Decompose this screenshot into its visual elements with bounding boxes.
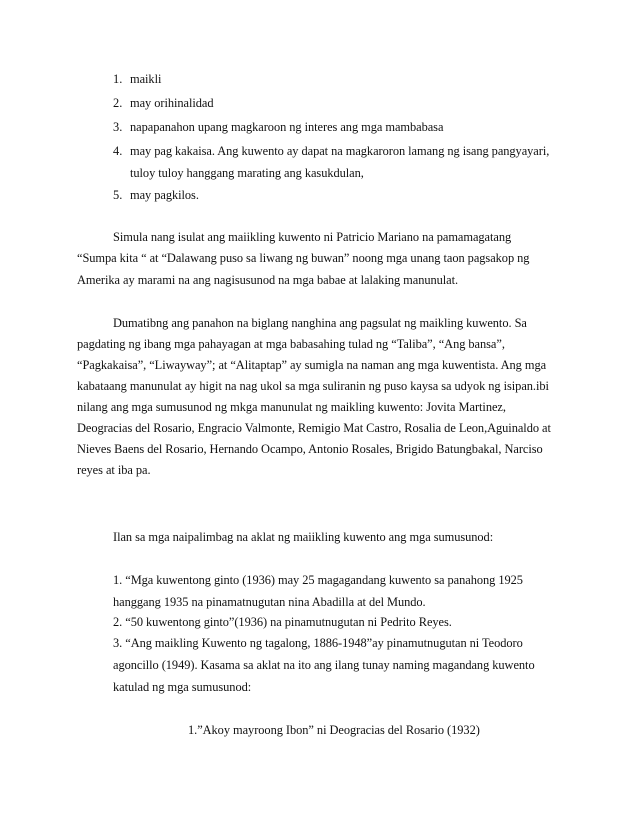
list-item-number: 2. (113, 96, 123, 110)
list-item-number: 1. (113, 72, 123, 86)
paragraph-line: Simula nang isulat ang maiikling kuwento ni Patricio Mariano na pamamagatang (113, 230, 512, 244)
list-item: may pag kakaisa. Ang kuwento ay dapat na magkaroron lamang ng isang pangyayari, (130, 144, 550, 158)
sublist-item: 1.”Akoy mayroong Ibon” ni Deogracias del Rosario (1932) (188, 723, 480, 737)
books-line: agoncillo (1949). Kasama sa aklat na ito ang ilang tunay naming magandang kuwento (113, 658, 535, 672)
paragraph-line: “Sumpa kita “ at “Dalawang puso sa liwang ng buwan” noong mga unang taon pagsakop ng (77, 251, 530, 265)
list-item-number: 3. (113, 120, 123, 134)
books-line: 2. “50 kuwentong ginto”(1936) na pinamutnugutan ni Pedrito Reyes. (113, 615, 452, 629)
paragraph-line: Dumatibng ang panahon na biglang nanghina ang pagsulat ng maikling kuwento. Sa (113, 316, 527, 330)
paragraph-line: Nieves Baens del Rosario, Hernando Ocampo, Antonio Rosales, Brigido Batungbakal, Narciso (77, 442, 543, 456)
list-item: maikli (130, 72, 162, 86)
list-item-continuation: tuloy tuloy hanggang marating ang kasukdulan, (130, 166, 364, 180)
paragraph-line: Amerika ay marami na ang nagisusunod na mga babae at lalaking manunulat. (77, 273, 459, 287)
list-item: napapanahon upang magkaroon ng interes ang mga mambabasa (130, 120, 444, 134)
list-item: may pagkilos. (130, 188, 199, 202)
paragraph-line: nilang ang mga sumusunod ng mkga manunulat ng maikling kuwento: Jovita Martinez, (77, 400, 506, 414)
books-intro: Ilan sa mga naipalimbag na aklat ng maiikling kuwento ang mga sumusunod: (113, 530, 494, 544)
list-item: may orihinalidad (130, 96, 214, 110)
paragraph-line: “Pagkakaisa”, “Liwayway”; at “Alitaptap” ay sumigla na naman ang mga kuwentista. Ang mga (77, 358, 547, 372)
paragraph-line: reyes at iba pa. (77, 463, 151, 477)
paragraph-line: Deogracias del Rosario, Engracio Valmonte, Remigio Mat Castro, Rosalia de Leon,Aguinaldo at (77, 421, 551, 435)
books-line: hanggang 1935 na pinamatnugutan nina Abadilla at del Mundo. (113, 595, 426, 609)
books-line: katulad ng mga sumusunod: (113, 680, 252, 694)
paragraph-line: kabataang manunulat ay higit na nag ukol sa mga suliranin ng puso kaysa sa udyok ng isipan.ibi (77, 379, 549, 393)
books-line: 3. “Ang maikling Kuwento ng tagalong, 1886-1948”ay pinamutnugutan ni Teodoro (113, 636, 523, 650)
books-line: 1. “Mga kuwentong ginto (1936) may 25 magagandang kuwento sa panahong 1925 (113, 573, 523, 587)
list-item-number: 4. (113, 144, 123, 158)
list-item-number: 5. (113, 188, 123, 202)
paragraph-line: pagdating ng ibang mga pahayagan at mga babasahing tulad ng “Taliba”, “Ang bansa”, (77, 337, 505, 351)
